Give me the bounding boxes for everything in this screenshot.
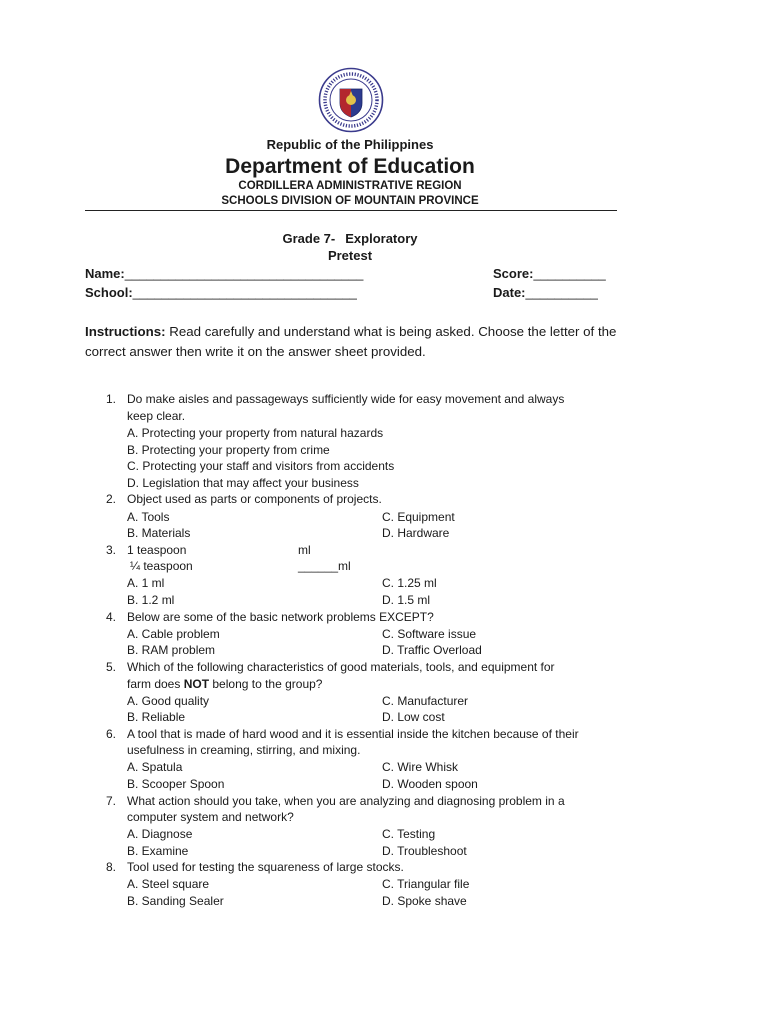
name-blank[interactable]: _________________________________ [124, 266, 364, 281]
instructions-text: Read carefully and understand what is being asked. Choose the letter of the correct answer then write it on the answer sheet provided. [85, 324, 617, 359]
choice-a: A. 1 ml [127, 576, 165, 590]
choice-c: C. Protecting your staff and visitors from accidents [127, 459, 395, 473]
choice-d: D. Traffic Overload [382, 643, 482, 657]
date-blank[interactable]: __________ [525, 285, 598, 300]
choice-b: B. Examine [127, 844, 189, 858]
question-text: Which of the following characteristics of good materials, tools, and equipment for [127, 660, 555, 674]
question-text: Object used as parts or components of projects. [127, 492, 382, 506]
choice-b: B. Protecting your property from crime [127, 443, 330, 457]
choice-a: A. Good quality [127, 694, 210, 708]
test-title: Pretest [327, 248, 373, 263]
choice-d: D. Wooden spoon [382, 777, 478, 791]
choice-a: A. Steel square [127, 877, 210, 891]
choice-b: B. Materials [127, 526, 191, 540]
choice-b: B. Scooper Spoon [127, 777, 225, 791]
choice-c: C. Software issue [382, 627, 477, 641]
question-number: 6. [106, 727, 117, 741]
choice-c: C. 1.25 ml [382, 576, 437, 590]
question-text: What action should you take, when you are analyzing and diagnosing problem in a [127, 794, 565, 808]
question-unit: ml [298, 543, 311, 557]
choice-d: D. Legislation that may affect your business [127, 476, 359, 490]
question-text-cont: usefulness in creaming, stirring, and mixing. [127, 743, 361, 757]
question-number: 2. [106, 492, 117, 506]
question-number: 5. [106, 660, 117, 674]
choice-a: A. Diagnose [127, 827, 193, 841]
school-blank[interactable]: _______________________________ [132, 285, 357, 300]
emphasis-not: NOT [183, 677, 210, 691]
question-text: 1 teaspoon [127, 543, 187, 557]
instructions [85, 322, 630, 362]
header-divider [85, 210, 617, 211]
instructions-label: Instructions: [85, 324, 166, 339]
choice-d: D. Hardware [382, 526, 450, 540]
question-number: 3. [106, 543, 117, 557]
question-number: 4. [106, 610, 117, 624]
choice-b: B. RAM problem [127, 643, 216, 657]
answer-blank: ______ml [298, 559, 351, 573]
choice-d: D. Troubleshoot [382, 844, 467, 858]
choice-a: A. Spatula [127, 760, 183, 774]
choice-a: A. Cable problem [127, 627, 220, 641]
question-text-cont: ¼ teaspoon [130, 559, 193, 573]
choice-b: B. 1.2 ml [127, 593, 175, 607]
question-text: Do make aisles and passageways sufficiently wide for easy movement and always [127, 392, 565, 406]
question-text: Tool used for testing the squareness of large stocks. [127, 860, 404, 874]
choice-d: D. 1.5 ml [382, 593, 431, 607]
choice-c: C. Testing [382, 827, 436, 841]
choice-b: B. Sanding Sealer [127, 894, 224, 908]
choice-c: C. Manufacturer [382, 694, 469, 708]
subject-label: Exploratory [345, 231, 418, 246]
name-label: Name: [85, 266, 125, 281]
question-number: 7. [106, 794, 117, 808]
school-field[interactable] [85, 285, 357, 300]
choice-d: D. Low cost [382, 710, 445, 724]
question-text-cont: keep clear. [127, 409, 186, 423]
question-text: A tool that is made of hard wood and it is essential inside the kitchen because of their [127, 727, 579, 741]
deped-seal-logo [318, 67, 384, 133]
score-blank[interactable]: __________ [533, 266, 606, 281]
choice-c: C. Equipment [382, 510, 455, 524]
question-text: Below are some of the basic network problems EXCEPT? [127, 610, 434, 624]
choice-a: A. Tools [127, 510, 170, 524]
date-field[interactable] [493, 285, 598, 300]
grade-line [0, 231, 700, 246]
score-field[interactable] [493, 266, 606, 281]
division-heading: SCHOOLS DIVISION OF MOUNTAIN PROVINCE [221, 195, 479, 207]
score-label: Score: [493, 266, 534, 281]
choice-c: C. Wire Whisk [382, 760, 458, 774]
choice-c: C. Triangular file [382, 877, 470, 891]
question-text-cont: farm does NOT belong to the group? [127, 677, 323, 691]
republic-heading: Republic of the Philippines [266, 137, 434, 152]
region-heading: CORDILLERA ADMINISTRATIVE REGION [238, 180, 462, 192]
date-label: Date: [493, 285, 526, 300]
question-text-cont: computer system and network? [127, 810, 294, 824]
department-title: Department of Education [225, 155, 475, 178]
choice-b: B. Reliable [127, 710, 186, 724]
choice-a: A. Protecting your property from natural hazards [127, 426, 384, 440]
choice-d: D. Spoke shave [382, 894, 467, 908]
school-label: School: [85, 285, 133, 300]
question-number: 8. [106, 860, 117, 874]
grade-label: Grade 7- [282, 231, 336, 246]
question-number: 1. [106, 392, 117, 406]
name-field[interactable] [85, 266, 363, 281]
